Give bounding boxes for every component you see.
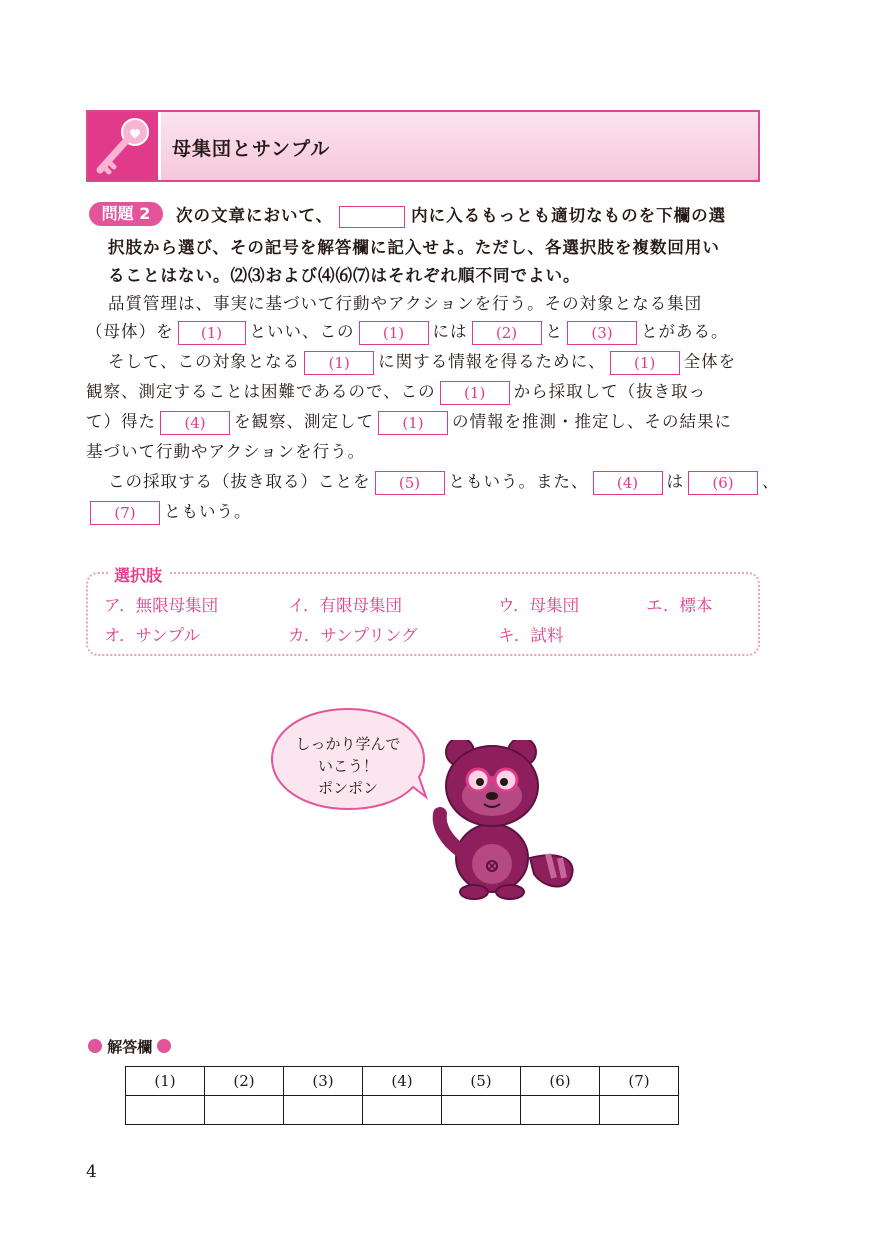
- bubble-line: しっかり学んで: [295, 735, 401, 753]
- key-icon: [88, 112, 158, 180]
- bubble-text: [268, 733, 428, 799]
- answer-title: [88, 1036, 171, 1057]
- answer-cell[interactable]: [442, 1096, 521, 1125]
- passage-text: （母体）を: [86, 322, 174, 341]
- answer-blank-5: (5): [375, 471, 445, 495]
- answer-cell[interactable]: [521, 1096, 600, 1125]
- choices-label: 選択肢: [108, 563, 168, 586]
- question-text: 次の文章において、: [176, 206, 334, 225]
- passage-text: ともいう。: [164, 502, 252, 521]
- answer-blank-2: (2): [472, 321, 542, 345]
- passage-text: 全体を: [683, 352, 737, 371]
- choice-item: オ．サンプル: [104, 626, 201, 645]
- passage-line-4: [86, 380, 706, 405]
- answer-blank-1: (1): [440, 381, 510, 405]
- passage-text: 観察、測定することは困難であるので、この: [86, 382, 436, 401]
- answer-header-cell: (1): [126, 1067, 205, 1096]
- answer-blank-6: (6): [688, 471, 758, 495]
- answer-header-row: [126, 1067, 679, 1096]
- passage-line-1: 品質管理は、事実に基づいて行動やアクションを行う。その対象となる集団: [108, 294, 703, 313]
- passage-line-5: [86, 410, 732, 435]
- blank-sample-box: [339, 206, 405, 228]
- passage-text: ともいう。また、: [448, 472, 589, 491]
- section-header: [86, 110, 760, 182]
- page-number: 4: [86, 1162, 97, 1182]
- answer-header-cell: (7): [600, 1067, 679, 1096]
- answer-header-cell: (6): [521, 1067, 600, 1096]
- answer-blank-4: (4): [160, 411, 230, 435]
- answer-blank-1: (1): [304, 351, 374, 375]
- question-badge: 問題 2: [89, 202, 163, 226]
- answer-blank-1: (1): [178, 321, 246, 345]
- choice-item: カ．サンプリング: [288, 626, 418, 645]
- answer-header-cell: (3): [284, 1067, 363, 1096]
- answer-cell[interactable]: [600, 1096, 679, 1125]
- answer-header-cell: (5): [442, 1067, 521, 1096]
- bubble-line: ポンポン: [317, 779, 378, 797]
- passage-text: の情報を推測・推定し、その結果に: [452, 412, 732, 431]
- answer-input-row: [126, 1096, 679, 1125]
- choice-item: イ．有限母集団: [288, 596, 403, 615]
- choice-item: キ．試料: [498, 626, 564, 645]
- passage-text: には: [432, 322, 468, 341]
- passage-text: この採取する（抜き取る）ことを: [108, 472, 371, 491]
- choice-item: エ．標本: [646, 596, 713, 615]
- passage-line-8: [86, 500, 252, 525]
- question-text: 内に入るもっとも適切なものを下欄の選: [411, 206, 727, 225]
- answer-cell[interactable]: [284, 1096, 363, 1125]
- passage-text: と: [545, 322, 563, 341]
- answer-blank-1: (1): [610, 351, 680, 375]
- passage-text: 、: [762, 472, 780, 491]
- answer-title-text: 解答欄: [107, 1038, 153, 1056]
- passage-line-6: 基づいて行動やアクションを行う。: [86, 442, 366, 461]
- raccoon-mascot-icon: [430, 740, 580, 900]
- passage-line-2: [86, 320, 729, 345]
- answer-cell[interactable]: [363, 1096, 442, 1125]
- passage-text: を観察、測定して: [234, 412, 374, 431]
- answer-blank-1: (1): [378, 411, 448, 435]
- question-line-3: ることはない。⑵⑶および⑷⑹⑺はそれぞれ順不同でよい。: [108, 266, 581, 285]
- passage-text: そして、この対象となる: [108, 352, 301, 371]
- answer-table: [125, 1066, 679, 1125]
- bullet-dot-icon: [157, 1039, 171, 1053]
- answer-blank-7: (7): [90, 501, 160, 525]
- answer-blank-1: (1): [359, 321, 429, 345]
- choice-item: ア．無限母集団: [104, 596, 219, 615]
- question-line-2: 択肢から選び、その記号を解答欄に記入せよ。ただし、各選択肢を複数回用い: [108, 238, 720, 257]
- answer-header-cell: (4): [363, 1067, 442, 1096]
- answer-blank-4: (4): [593, 471, 663, 495]
- passage-text: は: [666, 472, 684, 491]
- passage-text: とがある。: [641, 322, 729, 341]
- passage-text: から採取して（抜き取っ: [513, 382, 707, 401]
- choice-item: ウ．母集団: [498, 596, 580, 615]
- bubble-line: いこう！: [317, 757, 378, 775]
- passage-text: て）得た: [86, 412, 156, 431]
- answer-cell[interactable]: [126, 1096, 205, 1125]
- passage-line-7: [108, 470, 780, 495]
- answer-header-cell: (2): [205, 1067, 284, 1096]
- key-icon-box: [88, 112, 161, 180]
- section-title: 母集団とサンプル: [172, 138, 331, 160]
- bullet-dot-icon: [88, 1039, 102, 1053]
- passage-text: に関する情報を得るために、: [378, 352, 606, 371]
- passage-text: といい、この: [249, 322, 355, 341]
- answer-cell[interactable]: [205, 1096, 284, 1125]
- answer-blank-3: (3): [567, 321, 637, 345]
- question-line-1: [176, 202, 726, 228]
- passage-line-3: [108, 350, 736, 375]
